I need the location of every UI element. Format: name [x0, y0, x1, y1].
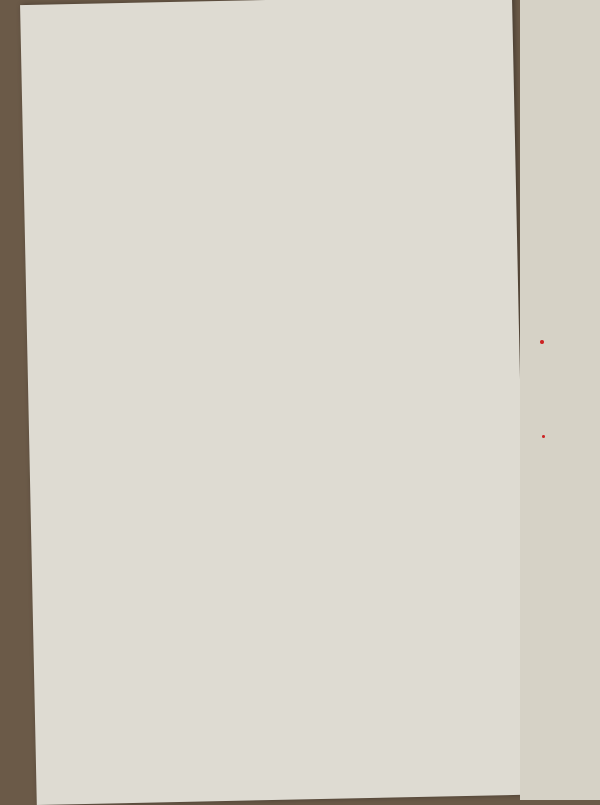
left-page — [20, 0, 529, 805]
right-page — [520, 0, 600, 800]
book-title — [24, 167, 516, 177]
book-number — [23, 141, 515, 151]
chapters-container — [20, 0, 512, 5]
red-mark — [540, 340, 544, 344]
top-section-list — [20, 0, 512, 5]
page-header — [21, 33, 513, 43]
red-mark — [542, 435, 545, 438]
page-number — [36, 735, 528, 745]
